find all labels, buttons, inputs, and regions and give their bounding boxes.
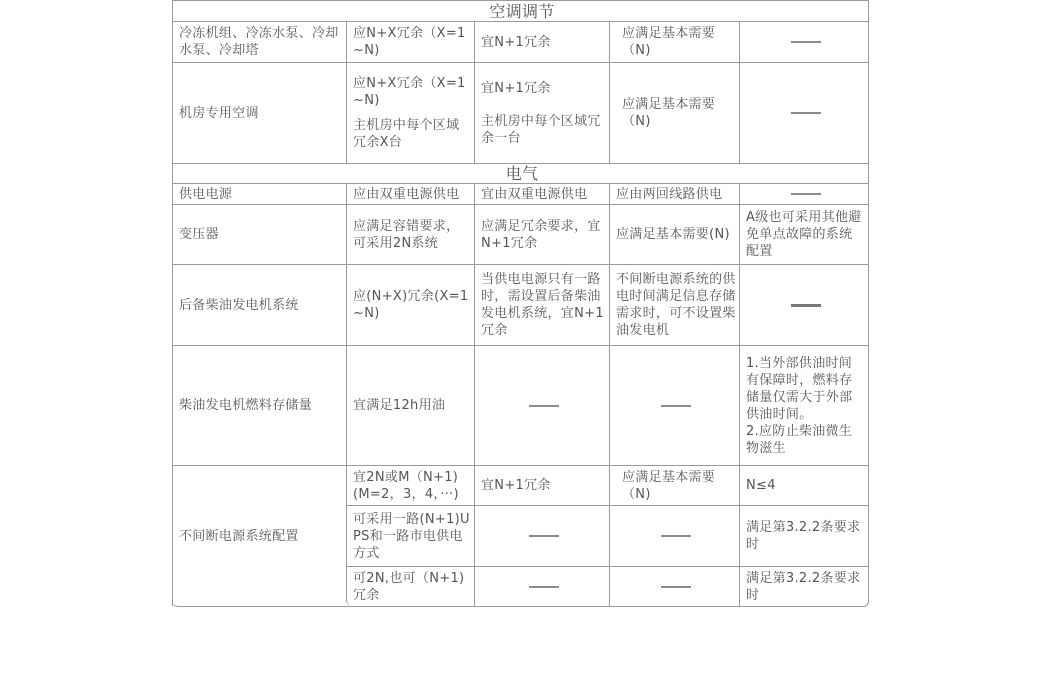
item-crac: 机房专用空调: [172, 62, 346, 163]
cell-power-b: 宜由双重电源供电: [474, 183, 609, 204]
dash-mark: [791, 193, 821, 195]
dash-mark: [661, 535, 691, 537]
cell-fuel-c: [609, 345, 739, 465]
dash-mark: [791, 41, 821, 43]
cell-power-c: 应由两回线路供电: [609, 183, 739, 204]
dash-mark: [661, 405, 691, 407]
section-title-hvac: 空调调节: [172, 0, 868, 21]
cell-power-a: 应由双重电源供电: [346, 183, 474, 204]
cell-crac-b: [474, 62, 609, 163]
item-chiller: 冷冻机组、冷冻水泵、冷却水泵、冷却塔: [172, 21, 346, 62]
item-generator: 后备柴油发电机系统: [172, 264, 346, 345]
cell-generator-a: 应(N+X)冗余(X=1~N): [346, 264, 474, 345]
cell-transformer-c: 应满足基本需要(N): [609, 204, 739, 264]
cell-ups3-note: 满足第3.2.2条要求时: [739, 566, 868, 606]
cell-fuel-note-2: 2.应防止柴油微生物滋生: [746, 423, 853, 456]
requirements-table: [172, 0, 869, 607]
cell-ups1-note: N≤4: [739, 465, 868, 505]
cell-crac-a-line1: 应N+X冗余（X=1~N): [353, 76, 466, 108]
cell-generator-c: 不间断电源系统的供电时间满足信息存储需求时，可不设置柴油发电机: [609, 264, 739, 345]
section-row-hvac: [172, 0, 868, 21]
cell-ups2-b: [474, 505, 609, 566]
cell-crac-a: [346, 62, 474, 163]
cell-chiller-b: 宜N+1冗余: [474, 21, 609, 62]
dash-mark: [661, 586, 691, 588]
dash-mark: [529, 405, 559, 407]
cell-ups3-c: [609, 566, 739, 606]
cell-generator-b: 当供电电源只有一路时，需设置后备柴油发电机系统，宜N+1冗余: [474, 264, 609, 345]
cell-crac-note: [739, 62, 868, 163]
cell-transformer-a: 应满足容错要求，可采用2N系统: [346, 204, 474, 264]
cell-ups3-b: [474, 566, 609, 606]
item-ups: 不间断电源系统配置: [172, 465, 346, 606]
cell-ups3-a: 可2N,也可（N+1)冗余: [346, 566, 474, 606]
cell-fuel-b: [474, 345, 609, 465]
cell-crac-c: 应满足基本需要（N): [609, 62, 739, 163]
dash-mark: [791, 304, 821, 307]
cell-generator-note: [739, 264, 868, 345]
cell-ups1-b: 宜N+1冗余: [474, 465, 609, 505]
cell-ups1-c: 应满足基本需要（N): [609, 465, 739, 505]
cell-power-note: [739, 183, 868, 204]
table-row-fuel: [172, 345, 868, 465]
cell-chiller-note: [739, 21, 868, 62]
cell-transformer-b: 应满足冗余要求，宜N+1冗余: [474, 204, 609, 264]
cell-ups2-a: 可采用一路(N+1)UPS和一路市电供电方式: [346, 505, 474, 566]
dash-mark: [529, 535, 559, 537]
cell-ups1-a: 宜2N或M（N+1)(M=2，3，4，···): [346, 465, 474, 505]
cell-fuel-a: 宜满足12h用油: [346, 345, 474, 465]
section-row-electrical: [172, 163, 868, 183]
dash-mark: [791, 112, 821, 114]
cell-ups2-c: [609, 505, 739, 566]
cell-chiller-a: 应N+X冗余（X=1~N): [346, 21, 474, 62]
table-row-chiller: [172, 21, 868, 62]
table-row-ups-1: [172, 465, 868, 505]
cell-crac-b-line1: 宜N+1冗余: [481, 80, 551, 96]
dash-mark: [529, 586, 559, 588]
table-row-transformer: [172, 204, 868, 264]
cell-fuel-note-1: 1.当外部供油时间有保障时，燃料存储量仅需大于外部供油时间。: [746, 355, 853, 422]
table-row-crac: [172, 62, 868, 163]
cell-crac-a-line2: 主机房中每个区域冗余X台: [353, 118, 460, 150]
table-row-power: [172, 183, 868, 204]
cell-fuel-note: [739, 345, 868, 465]
item-fuel: 柴油发电机燃料存储量: [172, 345, 346, 465]
cell-transformer-note: A级也可采用其他避免单点故障的系统配置: [739, 204, 868, 264]
item-power: 供电电源: [172, 183, 346, 204]
item-transformer: 变压器: [172, 204, 346, 264]
cell-chiller-c: 应满足基本需要（N): [609, 21, 739, 62]
section-title-electrical: 电气: [172, 163, 868, 183]
cell-ups2-note: 满足第3.2.2条要求时: [739, 505, 868, 566]
cell-crac-b-line2: 主机房中每个区域冗余一台: [481, 113, 601, 146]
table-row-generator: [172, 264, 868, 345]
